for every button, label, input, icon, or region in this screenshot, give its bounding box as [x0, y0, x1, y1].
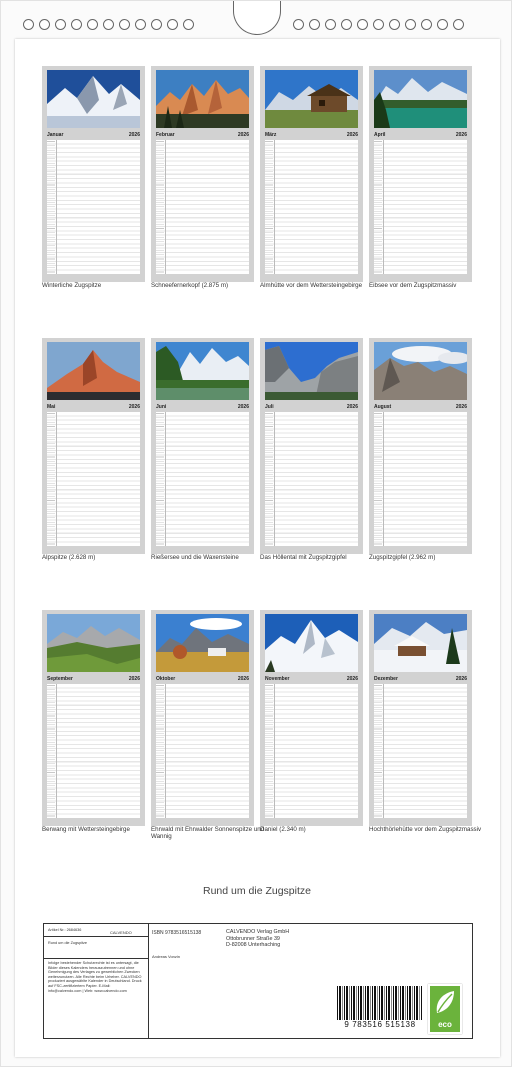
month-caption-3: Almhütte vor dem Wettersteingebirge — [260, 282, 363, 289]
month-year: 2026 — [128, 132, 140, 138]
month-panel-8 — [369, 338, 472, 554]
month-header — [374, 132, 467, 139]
month-panel-9 — [42, 610, 145, 826]
publisher-address: CALVENDO Verlag GmbH Ottobrunner Straße 39 D-82008 Unterhaching — [226, 929, 290, 949]
month-year: 2026 — [346, 132, 358, 138]
day-grid — [47, 684, 140, 818]
calendar-title: Rund um die Zugspitze — [203, 885, 311, 897]
month-header — [156, 676, 249, 683]
day-grid — [156, 412, 249, 546]
day-grid — [47, 412, 140, 546]
month-caption-5: Alpspitze (2.628 m) — [42, 554, 96, 561]
article-number: Artikel Nr.: 2684636 — [48, 928, 82, 932]
month-year: 2026 — [455, 404, 467, 410]
month-year: 2026 — [237, 132, 249, 138]
month-header — [265, 676, 358, 683]
day-grid — [156, 140, 249, 274]
month-caption-7: Das Höllental mit Zugspitzgipfel — [260, 554, 347, 561]
day-grid — [47, 140, 140, 274]
product-name: Rund um die Zugspitze — [48, 941, 88, 945]
month-panel-6 — [151, 338, 254, 554]
month-caption-4: Eibsee vor dem Zugspitzmassiv — [369, 282, 457, 289]
binding-holes-left — [23, 15, 194, 35]
binding-holes-right — [293, 15, 464, 35]
month-panel-3 — [260, 66, 363, 282]
day-grid — [374, 140, 467, 274]
month-photo — [47, 614, 140, 672]
month-name: Juli — [265, 404, 274, 410]
month-caption-2: Schneefernerkopf (2.875 m) — [151, 282, 229, 289]
isbn: ISBN 9783516515138 — [152, 930, 202, 936]
month-name: März — [265, 132, 277, 138]
month-name: Januar — [47, 132, 64, 138]
month-name: November — [265, 676, 290, 682]
month-year: 2026 — [128, 404, 140, 410]
hanger-cutout — [233, 1, 281, 35]
barcode-number: 9 783516 515138 — [344, 1020, 416, 1029]
month-caption-8: Zugspitzgipfel (2.962 m) — [369, 554, 436, 561]
month-name: August — [374, 404, 392, 410]
month-header — [265, 404, 358, 411]
month-panel-12 — [369, 610, 472, 826]
month-caption-10: Ehrwald mit Ehrwalder Sonnenspitze und Wannig — [151, 826, 265, 841]
month-panel-4 — [369, 66, 472, 282]
month-panel-1 — [42, 66, 145, 282]
imprint-left-column — [44, 924, 149, 1038]
month-year: 2026 — [237, 404, 249, 410]
month-header — [156, 404, 249, 411]
month-header — [156, 132, 249, 139]
month-name: Oktober — [156, 676, 176, 682]
day-grid — [374, 412, 467, 546]
day-grid — [156, 684, 249, 818]
month-header — [47, 676, 140, 683]
month-name: September — [47, 676, 73, 682]
day-grid — [265, 412, 358, 546]
day-grid — [265, 140, 358, 274]
calvendo-logo: CALVENDO — [110, 930, 132, 935]
month-caption-1: Winterliche Zugspitze — [42, 282, 102, 289]
month-name: Dezember — [374, 676, 398, 682]
month-photo — [265, 614, 358, 672]
author: Andreas Vonzin — [152, 954, 181, 959]
month-panel-2 — [151, 66, 254, 282]
day-grid — [374, 684, 467, 818]
month-caption-12: Hochthörlehütte vor dem Zugspitzmassiv — [369, 826, 482, 833]
eco-leaf-icon: eco — [428, 984, 462, 1034]
month-header — [374, 404, 467, 411]
month-photo — [374, 614, 467, 672]
month-photo — [265, 70, 358, 128]
month-photo — [374, 342, 467, 400]
month-photo — [47, 342, 140, 400]
month-photo — [156, 614, 249, 672]
month-panel-7 — [260, 338, 363, 554]
month-year: 2026 — [455, 132, 467, 138]
month-photo — [374, 70, 467, 128]
month-name: April — [374, 132, 386, 138]
month-caption-6: Rießersee und die Waxensteine — [151, 554, 239, 561]
month-panel-5 — [42, 338, 145, 554]
month-header — [374, 676, 467, 683]
month-panel-10 — [151, 610, 254, 826]
month-header — [47, 404, 140, 411]
month-caption-9: Berwang mit Wettersteingebirge — [42, 826, 130, 833]
month-photo — [265, 342, 358, 400]
month-year: 2026 — [128, 676, 140, 682]
month-name: Februar — [156, 132, 175, 138]
day-grid — [265, 684, 358, 818]
month-caption-11: Daniel (2.340 m) — [260, 826, 306, 833]
month-header — [47, 132, 140, 139]
month-panel-11 — [260, 610, 363, 826]
month-header — [265, 132, 358, 139]
legal-notice: Infolge bestehender Schutzrechte ist es untersagt, die Bilder dieses Kalenders herauszutrennen und ohne Genehmigung des Verlages zu gewerblichen Zwecken weiterzunutzen. Alle Rechte beim Urheber. CALVENDO produziert ausgewählte Kalender in Deutschland. Druck auf FSC-zertifiziertem Papier. E-Mail: info@calvendo.com | Web: www.calvendo.com — [48, 961, 142, 993]
imprint-box — [43, 923, 473, 1039]
month-photo — [156, 70, 249, 128]
month-photo — [156, 342, 249, 400]
month-year: 2026 — [346, 676, 358, 682]
month-photo — [47, 70, 140, 128]
month-year: 2026 — [346, 404, 358, 410]
month-name: Mai — [47, 404, 56, 410]
month-name: Juni — [156, 404, 167, 410]
barcode — [331, 986, 429, 1030]
month-year: 2026 — [237, 676, 249, 682]
month-year: 2026 — [455, 676, 467, 682]
